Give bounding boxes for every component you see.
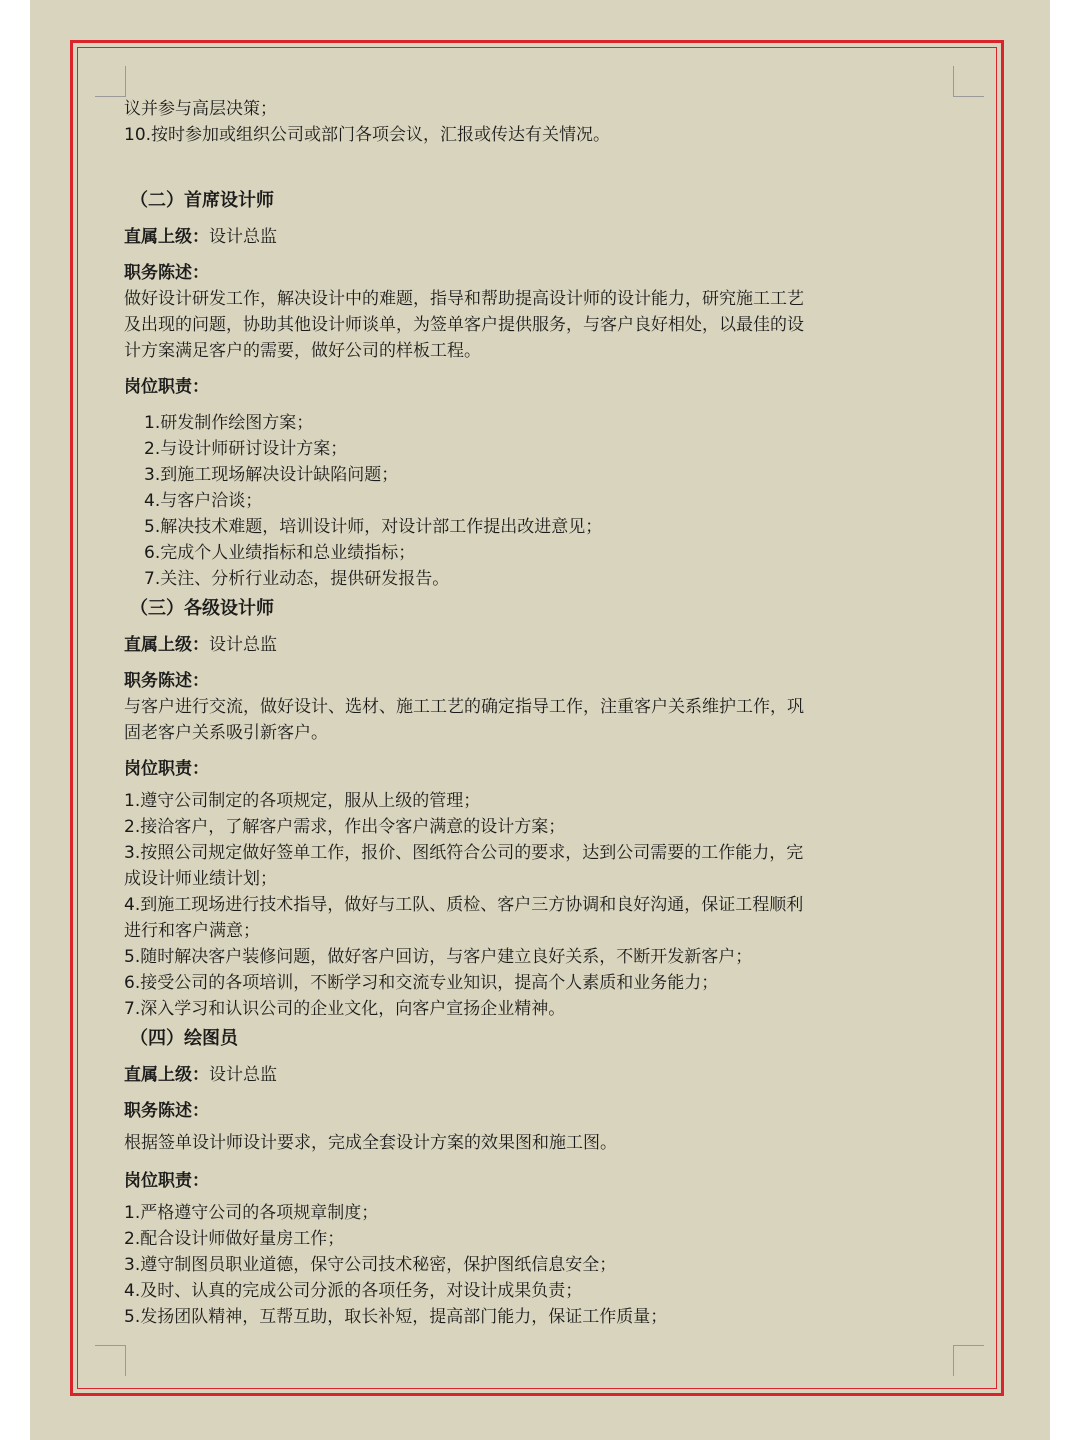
responsibility-item: 7.关注、分析行业动态，提供研发报告。 (144, 569, 450, 589)
responsibility-item: 3.到施工现场解决设计缺陷问题； (144, 465, 399, 485)
responsibility-item: 4.到施工现场进行技术指导，做好与工队、质检、客户三方协调和良好沟通，保证工程顺利 (124, 895, 804, 915)
section-draftsman (124, 1022, 954, 1330)
superior-row (124, 224, 954, 250)
duty-line: 与客户进行交流，做好设计、选材、施工工艺的确定指导工作，注重客户关系维护工作，巩 (124, 697, 804, 717)
corner-mark-top-left (95, 66, 126, 97)
intro-line: 10.按时参加或组织公司或部门各项会议，汇报或传达有关情况。 (124, 125, 611, 145)
superior-value: 设计总监 (209, 1065, 277, 1085)
responsibility-item: 5.随时解决客户装修问题，做好客户回访，与客户建立良好关系，不断开发新客户； (124, 947, 753, 967)
superior-row (124, 632, 954, 658)
duty-line: 根据签单设计师设计要求，完成全套设计方案的效果图和施工图。 (124, 1133, 617, 1153)
responsibility-item: 6.完成个人业绩指标和总业绩指标； (144, 543, 416, 563)
responsibility-item: 7.深入学习和认识公司的企业文化，向客户宣扬企业精神。 (124, 999, 566, 1019)
responsibility-label: 岗位职责： (124, 759, 209, 779)
responsibility-item: 1.严格遵守公司的各项规章制度； (124, 1203, 379, 1223)
duty-label: 职务陈述： (124, 671, 209, 691)
superior-row (124, 1062, 954, 1088)
duty-line: 及出现的问题，协助其他设计师谈单，为签单客户提供服务，与客户良好相处，以最佳的设 (124, 315, 804, 335)
duty-line: 计方案满足客户的需要，做好公司的样板工程。 (124, 341, 481, 361)
section-title: （二）首席设计师 (130, 190, 274, 211)
section-designer-levels (124, 592, 954, 1022)
responsibility-item: 3.遵守制图员职业道德，保守公司技术秘密，保护图纸信息安全； (124, 1255, 617, 1275)
responsibility-item: 2.接洽客户，了解客户需求，作出令客户满意的设计方案； (124, 817, 566, 837)
section-title: （三）各级设计师 (130, 598, 274, 619)
superior-value: 设计总监 (209, 227, 277, 247)
section-title: （四）绘图员 (130, 1028, 238, 1049)
responsibility-item: 2.与设计师研讨设计方案； (144, 439, 348, 459)
duty-line: 做好设计研发工作，解决设计中的难题，指导和帮助提高设计师的设计能力，研究施工工艺 (124, 289, 804, 309)
responsibility-item: 5.解决技术难题，培训设计师，对设计部工作提出改进意见； (144, 517, 603, 537)
responsibility-item: 4.及时、认真的完成公司分派的各项任务，对设计成果负责； (124, 1281, 583, 1301)
intro-line: 议并参与高层决策； (124, 99, 277, 119)
responsibility-item: 进行和客户满意； (124, 921, 260, 941)
responsibility-item: 成设计师业绩计划； (124, 869, 277, 889)
duty-label: 职务陈述： (124, 1101, 209, 1121)
duty-line: 固老客户关系吸引新客户。 (124, 723, 328, 743)
section-chief-designer (124, 188, 954, 592)
responsibility-item: 5.发扬团队精神，互帮互助，取长补短，提高部门能力，保证工作质量； (124, 1307, 668, 1327)
responsibility-item: 6.接受公司的各项培训，不断学习和交流专业知识，提高个人素质和业务能力； (124, 973, 719, 993)
superior-value: 设计总监 (209, 635, 277, 655)
superior-label: 直属上级： (124, 1065, 209, 1085)
duty-label: 职务陈述： (124, 263, 209, 283)
responsibility-item: 3.按照公司规定做好签单工作，报价、图纸符合公司的要求，达到公司需要的工作能力，完 (124, 843, 804, 863)
responsibility-item: 1.研发制作绘图方案； (144, 413, 314, 433)
responsibility-label: 岗位职责： (124, 377, 209, 397)
responsibility-label: 岗位职责： (124, 1171, 209, 1191)
corner-mark-bottom-left (95, 1345, 126, 1376)
responsibility-item: 2.配合设计师做好量房工作； (124, 1229, 345, 1249)
corner-mark-bottom-right (953, 1345, 984, 1376)
responsibility-item: 4.与客户洽谈； (144, 491, 263, 511)
document-body (124, 96, 954, 1330)
superior-label: 直属上级： (124, 227, 209, 247)
superior-label: 直属上级： (124, 635, 209, 655)
responsibility-item: 1.遵守公司制定的各项规定，服从上级的管理； (124, 791, 481, 811)
corner-mark-top-right (953, 66, 984, 97)
